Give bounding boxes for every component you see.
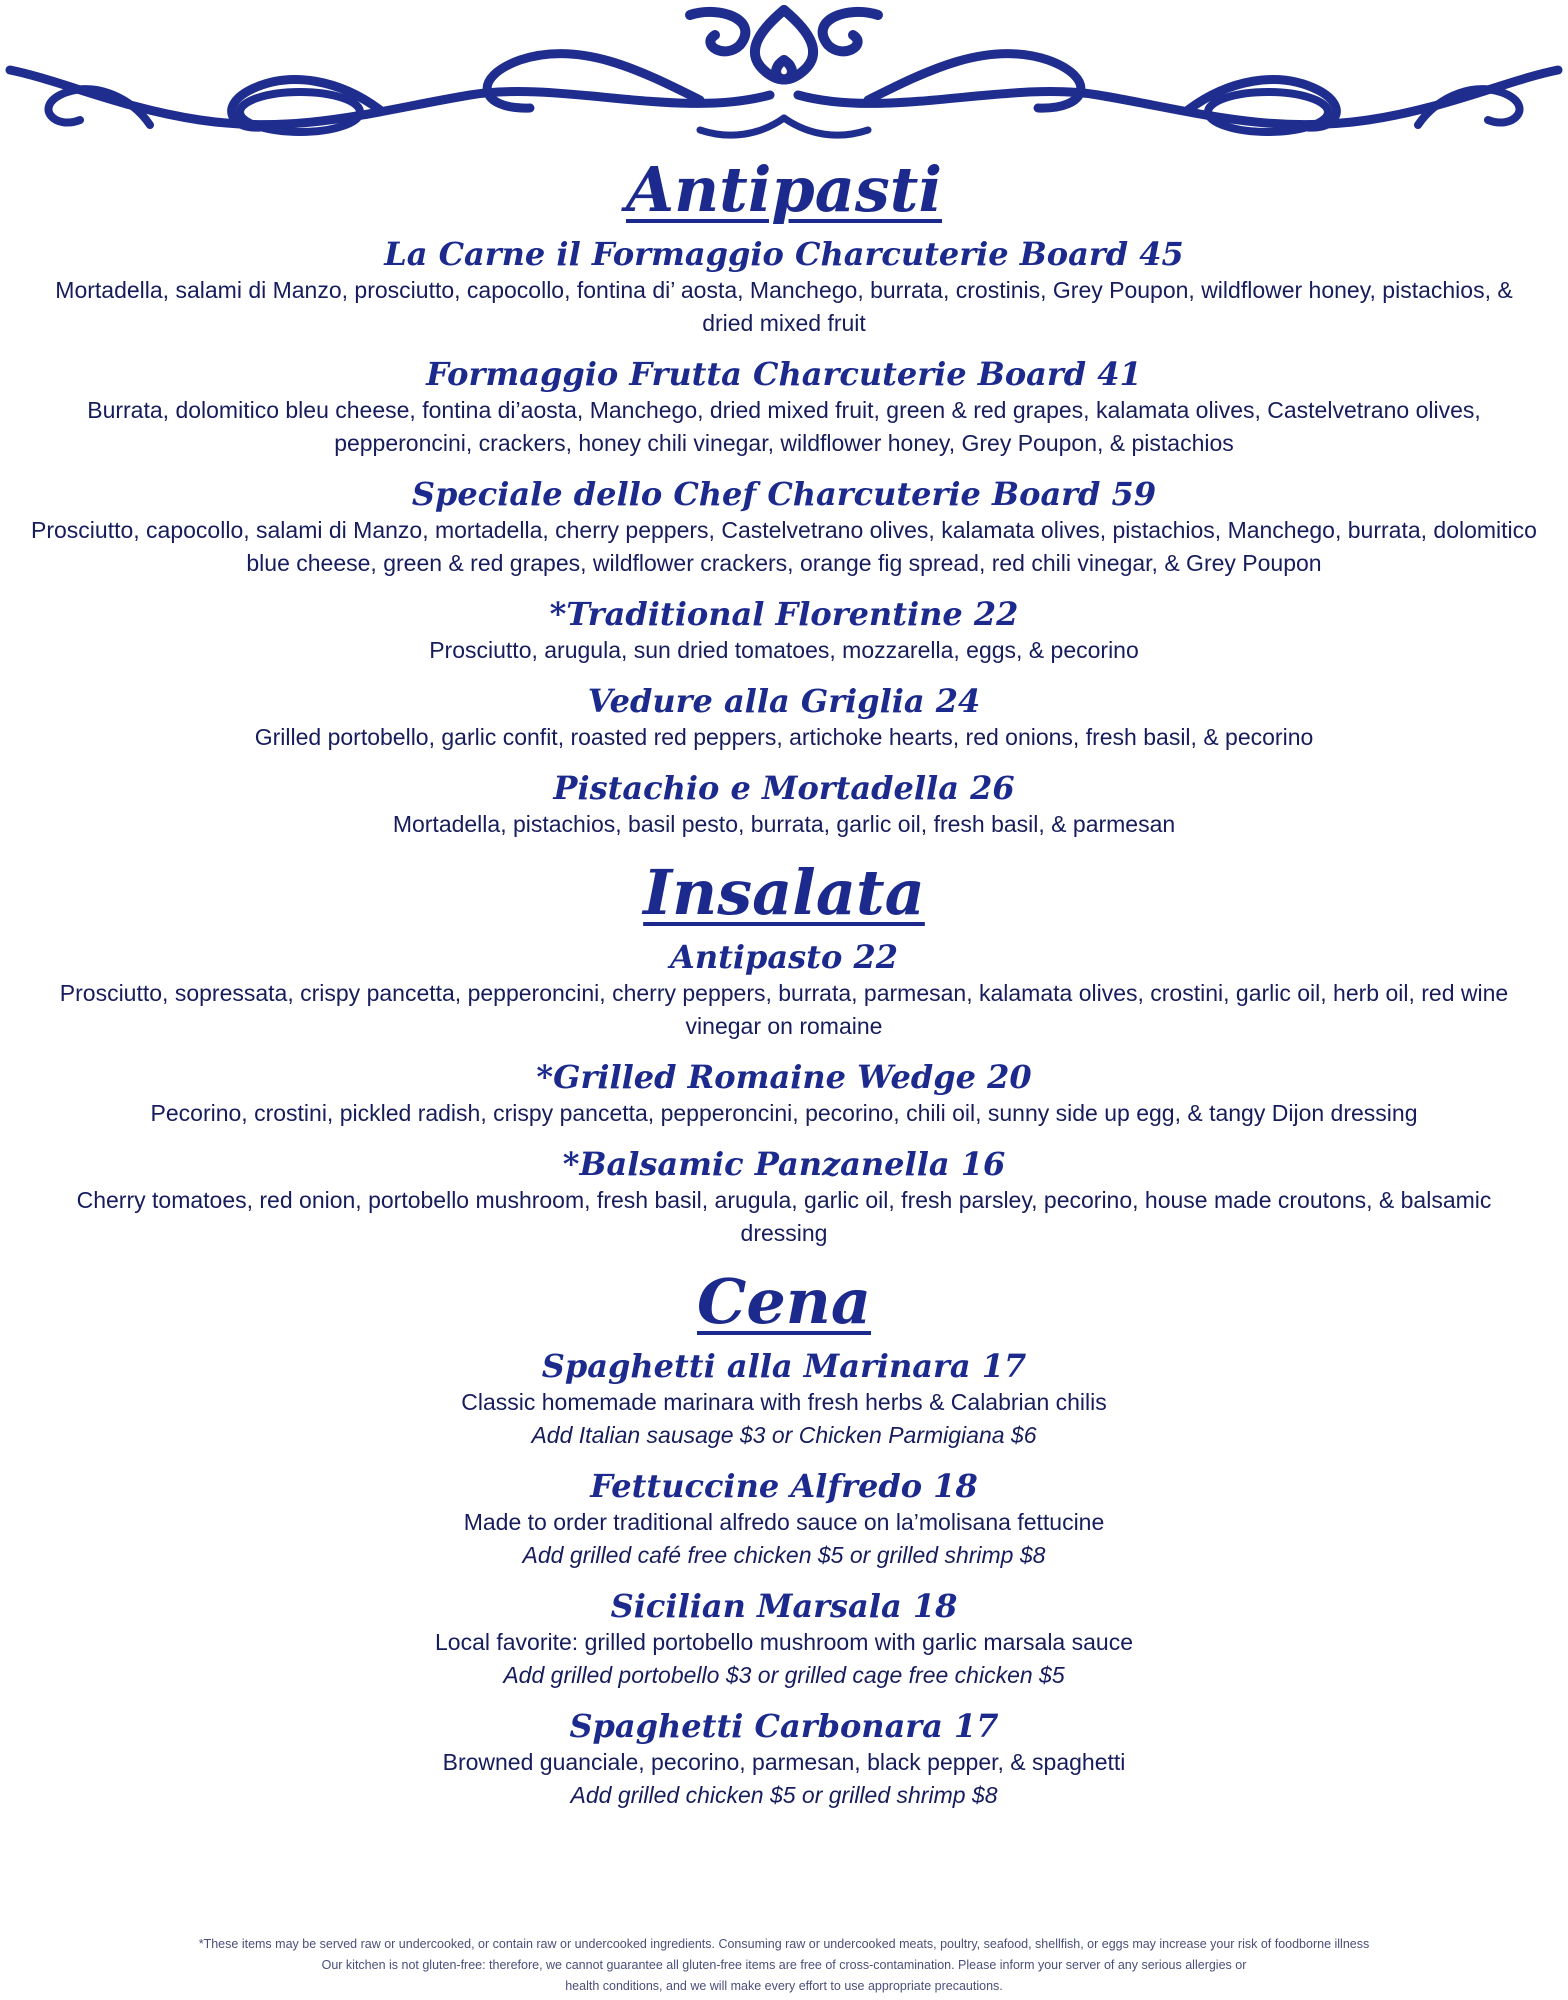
menu-item	[0, 681, 1568, 754]
menu-item-name: Fettuccine Alfredo 18	[590, 1467, 978, 1505]
menu-item-description: Prosciutto, capocollo, salami di Manzo, mortadella, cherry peppers, Castelvetrano olives, kalamata olives, pistachios, Manchego, burrata, dolomitico blue cheese, green & red grapes, wildflower crackers, orange fig spread, red chili vinegar, & Grey Poupon	[31, 517, 1537, 576]
menu-item	[0, 1144, 1568, 1250]
menu-item-name: *Balsamic Panzanella 16	[562, 1145, 1006, 1183]
menu-item-description: Grilled portobello, garlic confit, roasted red peppers, artichoke hearts, red onions, fresh basil, & pecorino	[254, 724, 1314, 750]
menu-item-name: Formaggio Frutta Charcuterie Board 41	[426, 355, 1142, 393]
menu-content	[0, 152, 1568, 1826]
menu-item-description: Mortadella, salami di Manzo, prosciutto, capocollo, fontina di’ aosta, Manchego, burrata, crostinis, Grey Poupon, wildflower honey, pistachios, & dried mixed fruit	[55, 277, 1513, 336]
menu-item	[0, 1466, 1568, 1572]
baroque-scroll-ornament-icon	[0, 0, 1568, 150]
section-title-insalata: Insalata	[643, 856, 925, 929]
menu-item-addon: Add Italian sausage $3 or Chicken Parmigiana $6	[531, 1422, 1037, 1448]
menu-item-description: Pecorino, crostini, pickled radish, crispy pancetta, pepperoncini, pecorino, chili oil, sunny side up egg, & tangy Dijon dressing	[150, 1100, 1418, 1126]
menu-item-name: Spaghetti Carbonara 17	[569, 1707, 999, 1745]
allergy-disclaimer	[0, 1934, 1568, 1997]
menu-item-name: Speciale dello Chef Charcuterie Board 59	[411, 475, 1157, 513]
menu-item	[0, 474, 1568, 580]
menu-item-addon: Add grilled portobello $3 or grilled cage free chicken $5	[503, 1662, 1065, 1688]
insalata-list	[0, 937, 1568, 1250]
menu-item-description: Local favorite: grilled portobello mushroom with garlic marsala sauce	[435, 1629, 1133, 1655]
menu-item-name: *Traditional Florentine 22	[549, 595, 1019, 633]
menu-item	[0, 594, 1568, 667]
disclaimer-line: Our kitchen is not gluten-free: therefore, we cannot guarantee all gluten-free items are free of cross-contamination. Please inform your server of any serious allergies or	[321, 1958, 1247, 1972]
menu-item-name: Vedure alla Griglia 24	[587, 682, 981, 720]
section-title-antipasti: Antipasti	[626, 153, 942, 226]
menu-item-addon: Add grilled chicken $5 or grilled shrimp $8	[570, 1782, 998, 1808]
menu-item	[0, 354, 1568, 460]
menu-item-name: Spaghetti alla Marinara 17	[541, 1347, 1027, 1385]
menu-item	[0, 234, 1568, 340]
menu-item-description: Prosciutto, arugula, sun dried tomatoes, mozzarella, eggs, & pecorino	[429, 637, 1139, 663]
menu-item-name: Pistachio e Mortadella 26	[553, 769, 1015, 807]
menu-item-description: Made to order traditional alfredo sauce on la’molisana fettucine	[463, 1509, 1105, 1535]
menu-item-description: Prosciutto, sopressata, crispy pancetta, pepperoncini, cherry peppers, burrata, parmesan, kalamata olives, crostini, garlic oil, herb oil, red wine vinegar on romaine	[59, 980, 1509, 1039]
menu-item-description: Classic homemade marinara with fresh herbs & Calabrian chilis	[461, 1389, 1107, 1415]
menu-item	[0, 1586, 1568, 1692]
menu-item-description: Cherry tomatoes, red onion, portobello mushroom, fresh basil, arugula, garlic oil, fresh parsley, pecorino, house made croutons, & balsamic dressing	[76, 1187, 1492, 1246]
menu-item	[0, 1057, 1568, 1130]
menu-item-description: Mortadella, pistachios, basil pesto, burrata, garlic oil, fresh basil, & parmesan	[392, 811, 1176, 837]
menu-item-name: *Grilled Romaine Wedge 20	[536, 1058, 1032, 1096]
disclaimer-line: *These items may be served raw or undercooked, or contain raw or undercooked ingredients. Consuming raw or undercooked meats, poultry, seafood, shellfish, or eggs may increase your risk of foodborne illness	[198, 1937, 1370, 1951]
disclaimer-line: health conditions, and we will make every effort to use appropriate precautions.	[565, 1979, 1003, 1993]
antipasti-list	[0, 234, 1568, 841]
menu-item	[0, 937, 1568, 1043]
menu-item	[0, 1706, 1568, 1812]
menu-item-description: Browned guanciale, pecorino, parmesan, black pepper, & spaghetti	[442, 1749, 1126, 1775]
menu-item-description: Burrata, dolomitico bleu cheese, fontina di’aosta, Manchego, dried mixed fruit, green & red grapes, kalamata olives, Castelvetrano olives, pepperoncini, crackers, honey chili vinegar, wildflower honey, Grey Poupon, & pistachios	[87, 397, 1481, 456]
menu-item-name: Antipasto 22	[670, 938, 898, 976]
menu-item-name: Sicilian Marsala 18	[610, 1587, 958, 1625]
menu-item	[0, 1346, 1568, 1452]
section-title-cena: Cena	[696, 1265, 872, 1338]
cena-list	[0, 1346, 1568, 1812]
menu-item-name: La Carne il Formaggio Charcuterie Board 45	[384, 235, 1184, 273]
menu-item-addon: Add grilled café free chicken $5 or grilled shrimp $8	[522, 1542, 1046, 1568]
menu-item	[0, 768, 1568, 841]
